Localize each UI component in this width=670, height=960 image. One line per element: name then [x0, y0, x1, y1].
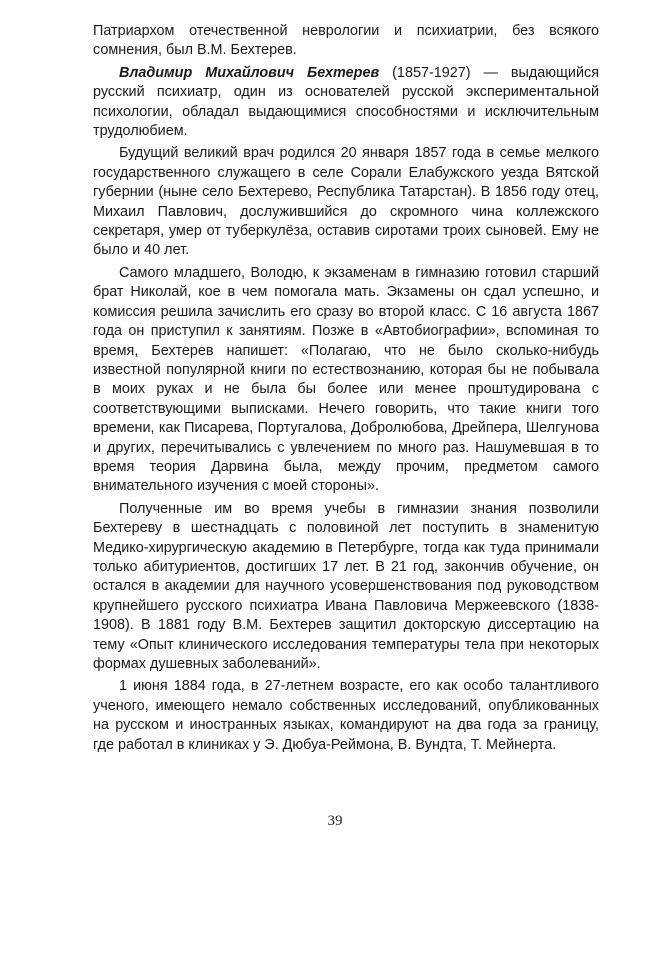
paragraph-text: (1857-1927) — выдающийся русский психиатр, один из основателей русской экспериментальной психологии, обладал выдающимися способностями и исключительным трудолюбием.	[93, 64, 599, 140]
paragraph-abroad	[93, 677, 599, 755]
paragraph-gymnasium	[93, 264, 599, 497]
paragraph-birth	[93, 144, 599, 260]
paragraph-text: Самого младшего, Володю, к экзаменам в гимназию готовил старший брат Николай, кое в чем помогала мать. Экзамены он сдал успешно, и комиссия решила зачислить его сразу во второй класс. С 16 августа 1867 года он приступил к занятиям. Позже в «Автобиографии», вспоминая то время, Бехтерев напишет: «Полагаю, что не было сколько-нибудь известной популярной книги по естествознанию, которая бы не побывала в моих руках и не была бы более или менее проштудирована с соответствующими выписками. Нечего говорить, что такие книги того времени, как Писарева, Португалова, Добролюбова, Дрейпера, Шелгунова и других, перечитывались с увлечением по много раз. Нашумевшая в то время теория Дарвина была, между прочим, предметом самого внимательного изучения с моей стороны».	[93, 264, 599, 495]
paragraph-text: Патриархом отечественной неврологии и психиатрии, без всякого сомнения, был В.М. Бехтерев.	[93, 23, 599, 59]
page-body	[93, 22, 599, 758]
page-number: 39	[327, 813, 343, 829]
paragraph-text: Полученные им во время учебы в гимназии знания позволили Бехтереву в шестнадцать с половиной лет поступить в знаменитую Медико-хирургическую академию в Петербурге, тогда как туда принимали только абитуриентов, достигших 17 лет. В 21 год, закончив обучение, он остался в академии для научного усовершенствования под руководством крупнейшего русского психиатра Ивана Павловича Мержеевского (1838-1908). В 1881 году В.М. Бехтерев защитил докторскую диссертацию на тему «Опыт клинического исследования температуры тела при некоторых формах душевных заболеваний».	[93, 500, 599, 672]
paragraph-bekhterev-intro	[93, 64, 599, 142]
paragraph-text: 1 июня 1884 года, в 27-летнем возрасте, его как особо талантливого ученого, имеющего немало собственных исследований, опубликованных на русском и иностранных языках, командируют на два года за границу, где работал в клиниках у Э. Дюбуа-Реймона, В. Вундта, Т. Мейнерта.	[93, 678, 599, 753]
paragraph-academy	[93, 500, 599, 675]
paragraph-intro	[93, 22, 599, 61]
person-name-emphasis: Владимир Михайлович Бехтерев	[119, 64, 380, 81]
paragraph-text: Будущий великий врач родился 20 января 1857 года в семье мелкого государственного служащего в селе Сорали Елабужского уезда Вятской губернии (ныне село Бехтерево, Республика Татарстан). В 1856 году отец, Михаил Павлович, дослужившийся до скромного чина коллежского секретаря, умер от туберкулёза, оставив сиротами троих сыновей. Ему не было и 40 лет.	[93, 145, 599, 259]
